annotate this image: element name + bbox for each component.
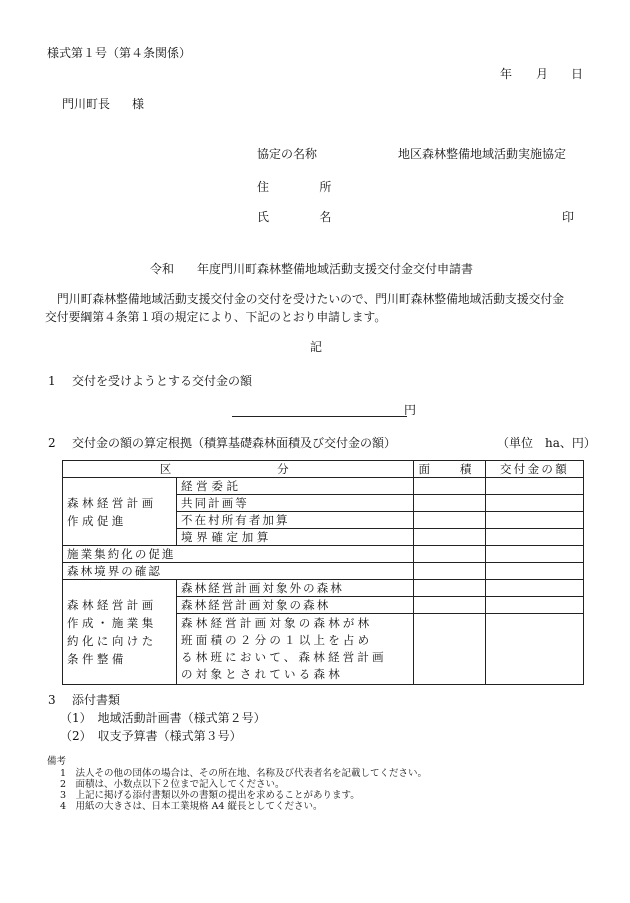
area-cell[interactable] [414,529,486,546]
multiline-text: る林班において、森林経営計画 [181,650,387,664]
attachment-item: （1） 地域活動計画書（様式第２号） [60,711,266,725]
header-area: 面 積 [414,461,486,478]
group2-label-line: 条件整備 [67,652,127,666]
addressee-honorific: 様 [132,97,145,111]
header-amount: 交付金の額 [486,461,584,478]
area-cell[interactable] [414,478,486,495]
name-label: 氏 名 [257,210,351,224]
note-item: 3 上記に掲げる添付書類以外の書類の提出を求めることがあります。 [60,790,360,801]
section2-label: 交付金の額の算定根拠（積算基礎森林面積及び交付金の額） [72,436,397,450]
agreement-value: 地区森林整備地域活動実施協定 [398,147,567,161]
section3-number: 3 [48,693,56,707]
multiline-text: の対象とされている森林 [181,667,343,681]
amount-cell[interactable] [486,529,584,546]
amount-cell[interactable] [486,563,584,580]
row-label: 不在村所有者加算 [177,512,414,529]
row-label: 境界確定加算 [177,529,414,546]
area-cell[interactable] [414,563,486,580]
group1-label-line: 作成促進 [67,513,127,528]
area-cell[interactable] [414,580,486,597]
row-label-consolidation: 施業集約化の促進 [63,546,414,563]
amount-cell[interactable] [486,495,584,512]
date-day-label: 日 [571,67,584,81]
form-number: 様式第１号（第４条関係） [47,46,192,60]
row-label: 森林経営計画対象の森林 [177,597,414,614]
group2-label-line: 約化に向けた [67,634,157,648]
document-title: 年度門川町森林整備地域活動支援交付金交付申請書 [197,262,474,276]
amount-cell[interactable] [486,614,584,685]
row-label-multiline [177,614,414,685]
area-cell[interactable] [414,512,486,529]
group1-label [63,478,177,546]
amount-cell[interactable] [486,546,584,563]
multiline-text: 森林経営計画対象の森林が林 [181,616,373,630]
area-cell[interactable] [414,597,486,614]
amount-cell[interactable] [486,478,584,495]
amount-cell[interactable] [486,512,584,529]
seal-mark: 印 [562,210,575,224]
body-text-line-2: 交付要綱第４条第１項の規定により、下記のとおり申請します。 [45,310,387,324]
section2-number: 2 [48,436,56,450]
header-category: 区 分 [63,461,414,478]
section1-label: 交付を受けようとする交付金の額 [72,374,253,388]
amount-cell[interactable] [486,597,584,614]
group2-label-line: 森林経営計画 [67,598,157,612]
area-cell[interactable] [414,546,486,563]
group2-label-line: 作成・施業集 [67,616,157,630]
area-cell[interactable] [414,614,486,685]
note-item: 1 法人その他の団体の場合は、その所在地、名称及び代表者名を記載してください。 [60,768,428,779]
ki-heading: 記 [310,340,323,354]
table-row [63,580,584,597]
section2-unit-note: （単位 ha、円） [497,436,596,450]
row-label-boundary: 森林境界の確認 [63,563,414,580]
agreement-label: 協定の名称 [257,147,318,161]
calculation-table [62,460,584,685]
note-item: 2 面積は、小数点以下２位まで記入してください。 [60,779,285,790]
row-label: 共同計画等 [177,495,414,512]
table-row [63,478,584,495]
section3-label: 添付書類 [72,693,121,707]
notes-title: 備考 [47,756,67,767]
body-text-line-1: 門川町森林整備地域活動支援交付金の交付を受けたいので、門川町森林整備地域活動支援交付金 [57,292,565,306]
table-row [63,546,584,563]
multiline-text: 班面積の２分の１以上を占め [181,633,373,647]
group2-label [63,580,177,685]
date-month-label: 月 [536,67,549,81]
section1-unit: 円 [404,403,417,417]
attachment-item: （2） 収支予算書（様式第３号） [60,729,242,743]
date-year-label: 年 [500,67,513,81]
row-label: 森林経営計画対象外の森林 [177,580,414,597]
addressee-name: 門川町長 [62,97,111,111]
section1-number: 1 [48,374,56,388]
table-header-row [63,461,584,478]
address-label: 住 所 [257,180,351,194]
area-cell[interactable] [414,495,486,512]
row-label: 経営委託 [177,478,414,495]
title-era: 令和 [150,262,175,276]
amount-cell[interactable] [486,580,584,597]
amount-input-line[interactable] [232,416,407,417]
note-item: 4 用紙の大きさは、日本工業規格 A4 縦長としてください。 [60,801,323,812]
group1-label-line: 森林経営計画 [67,495,157,510]
table-row [63,563,584,580]
